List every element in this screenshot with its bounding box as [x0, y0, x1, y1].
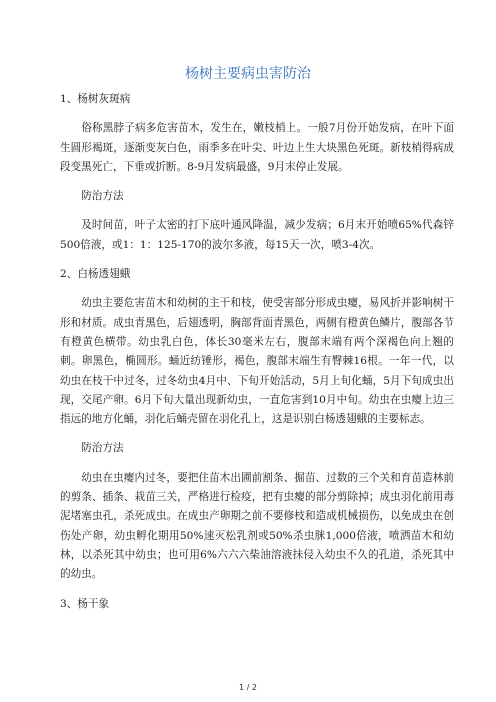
paragraph-1: 俗称黑脖子病多危害苗木，发生在，嫩枝梢上。一般7月份开始发病，在叶下面生圆形褐斑，逐渐变灰白色，雨季多在叶尖、叶边上生大块黑色死斑。新枝梢得病成段变黑死亡，下垂或折断。8-9月发病最盛，9月末停止发展。 [60, 122, 454, 173]
section-heading-1: 1、杨树灰斑病 [60, 93, 131, 105]
paragraph-4: 幼虫在虫瘿内过冬，要把住苗木出圃前割条、掘苗、过数的三个关和育苗造林前的剪条、插条、栽苗三关，严格进行检疫，把有虫瘿的部分剪除掉；成虫羽化前用毒泥堵塞虫孔，杀死成虫。在成虫产卵期之前不要修枝和造成机械损伤，以免成虫在创伤处产卵，幼虫孵化期用50%速灭松乳剂或50%杀虫脒1,000倍液，喷洒苗木和幼林，以杀死其中幼虫；也可用6%六六六柴油溶液抹侵入幼虫不久的孔道，杀死其中的幼虫。 [60, 471, 454, 581]
section-heading-3: 3、杨干象 [60, 597, 110, 610]
document-title: 杨树主要病虫害防治 [185, 66, 311, 82]
section-heading-2: 2、白杨透翅蛾 [60, 268, 131, 281]
subheading-prevention-2: 防治方法 [81, 442, 124, 455]
page-number: 1 / 2 [239, 683, 257, 692]
document-content [60, 90, 454, 624]
paragraph-3: 幼虫主要危害苗木和幼树的主干和枝，使受害部分形成虫瘿，易风折并影响树干形和材质。成虫青黑色，后翅透明，胸部背面青黑色，两侧有橙黄色鳞片，腹部各节有橙黄色横带。幼虫乳白色，体长30毫米左右，腹部末端有两个深褐色向上翘的刺。卵黑色，椭圆形。蛹近纺锤形，褐色，腹部末端生有臀棘16根。一年一代，以幼虫在枝干中过冬，过冬幼虫4月中、下旬开始活动，5月上旬化蛹，5月下旬成虫出现，交尾产卵。6月下旬大量出现新幼虫，一直危害到10月中旬。幼虫在虫瘿上边三指远的地方化蛹，羽化后蛹壳留在羽化孔上，这是识别白杨透翅蛾的主要标志。 [60, 297, 454, 426]
subheading-prevention-1: 防治方法 [81, 190, 124, 203]
paragraph-2: 及时间苗，叶子太密的打下底叶通风降温，减少发病；6月末开始喷65%代森锌500倍液，或1：1：125-170的波尔多液，每15天一次，喷3-4次。 [60, 219, 454, 251]
